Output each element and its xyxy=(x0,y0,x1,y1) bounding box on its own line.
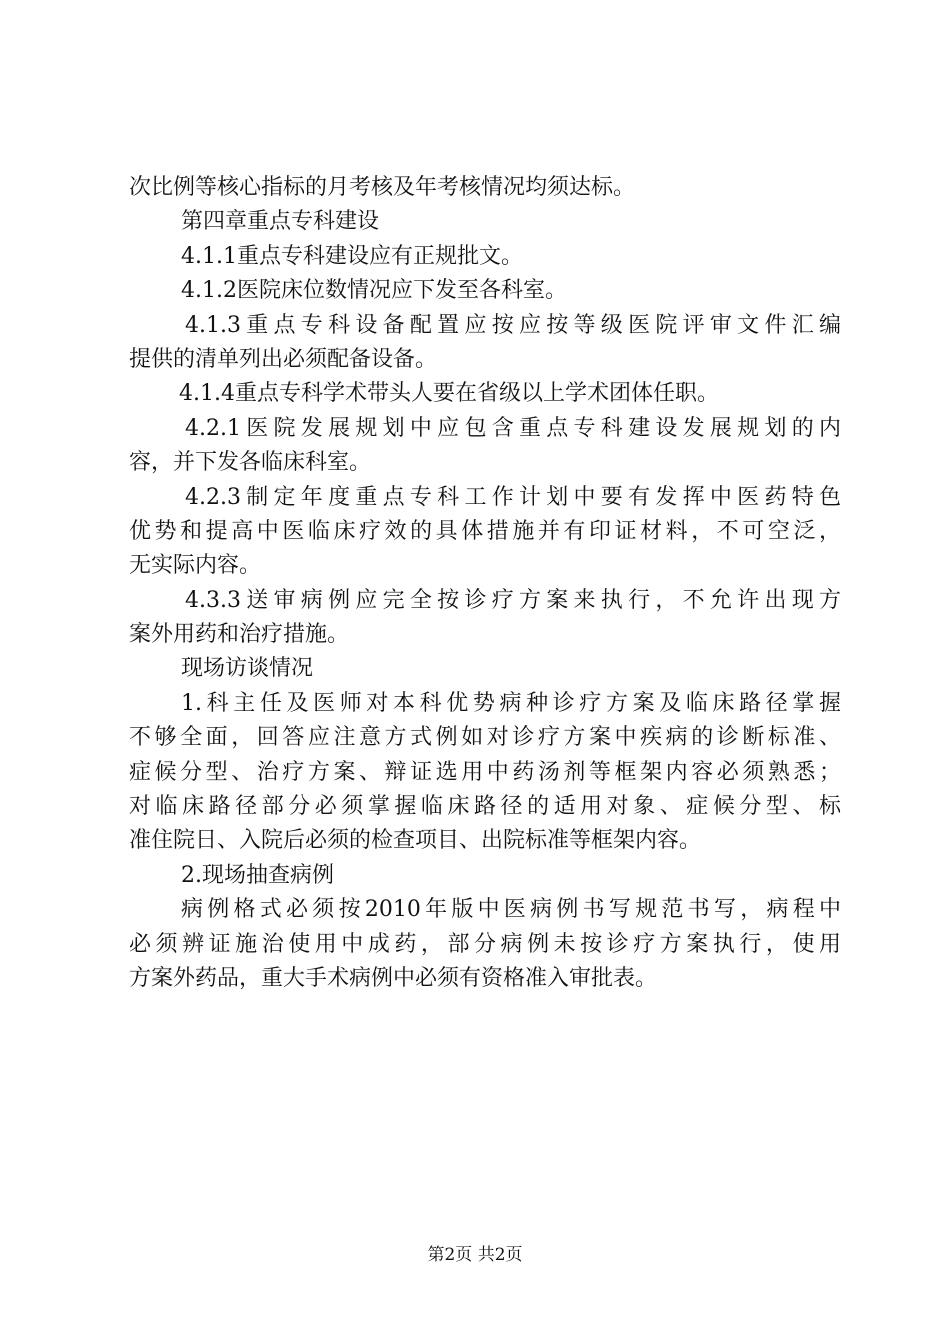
paragraph-line: 案外用药和治疗措施。 xyxy=(129,622,350,648)
document-body xyxy=(129,171,841,996)
paragraph-line: 症候分型、治疗方案、辩证选用中药汤剂等框架内容必须熟悉； xyxy=(129,759,841,785)
paragraph-line: 1.科主任及医师对本科优势病种诊疗方案及临床路径掌握 xyxy=(181,690,841,716)
paragraph-line: 对临床路径部分必须掌握临床路径的适用对象、症候分型、标 xyxy=(129,794,841,820)
page-number-label: 第2页 共2页 xyxy=(427,1245,523,1265)
paragraph-line: 准住院日、入院后必须的检查项目、出院标准等框架内容。 xyxy=(129,828,702,854)
paragraph-line: 病例格式必须按2010年版中医病例书写规范书写，病程中 xyxy=(181,897,841,923)
paragraph-line: 4.1.4重点专科学术带头人要在省级以上学术团体任职。 xyxy=(179,381,719,407)
paragraph-line: 必须辨证施治使用中成药，部分病例未按诊疗方案执行，使用 xyxy=(129,931,841,957)
paragraph-line: 4.1.3重点专科设备配置应按应按等级医院评审文件汇编 xyxy=(185,312,841,338)
paragraph-line: 4.3.3送审病例应完全按诊疗方案来执行，不允许出现方 xyxy=(185,587,841,613)
paragraph-line: 不够全面，回答应注意方式例如对诊疗方案中疾病的诊断标准、 xyxy=(129,725,841,751)
section-heading: 2.现场抽查病例 xyxy=(181,862,334,888)
page-footer xyxy=(0,1243,950,1267)
paragraph-line: 方案外药品，重大手术病例中必须有资格准入审批表。 xyxy=(129,965,658,991)
paragraph-line: 容，并下发各临床科室。 xyxy=(129,450,372,476)
paragraph-line: 4.1.2医院床位数情况应下发至各科室。 xyxy=(181,278,567,304)
paragraph-line: 无实际内容。 xyxy=(129,553,262,579)
paragraph-line: 4.2.3制定年度重点专科工作计划中要有发挥中医药特色 xyxy=(185,484,841,510)
paragraph-line: 4.2.1医院发展规划中应包含重点专科建设发展规划的内 xyxy=(185,415,841,441)
paragraph-line: 4.1.1重点专科建设应有正规批文。 xyxy=(181,243,523,269)
paragraph-line: 提供的清单列出必须配备设备。 xyxy=(129,346,438,372)
chapter-heading: 第四章重点专科建设 xyxy=(181,209,380,235)
paragraph-line: 优势和提高中医临床疗效的具体措施并有印证材料，不可空泛， xyxy=(129,518,841,544)
paragraph-line: 次比例等核心指标的月考核及年考核情况均须达标。 xyxy=(129,175,636,200)
section-heading: 现场访谈情况 xyxy=(181,656,314,682)
